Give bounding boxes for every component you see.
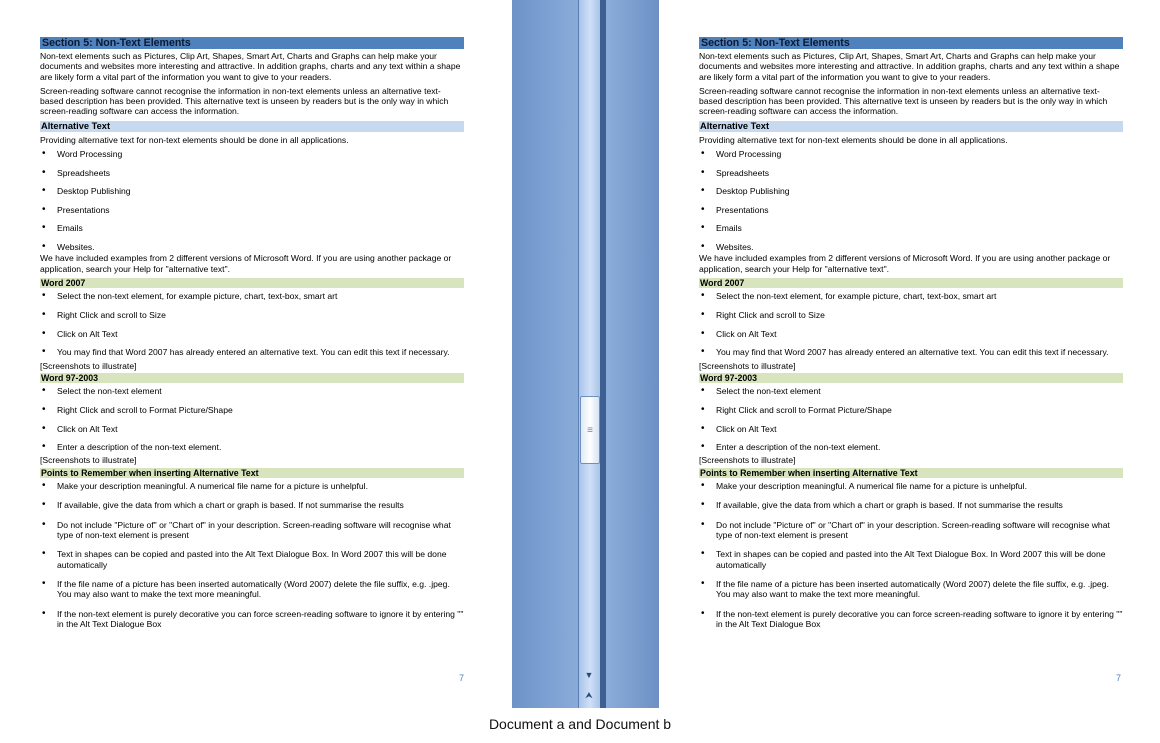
list-item: • Click on Alt Text — [699, 329, 1123, 339]
list-item: • Select the non-text element, for example picture, chart, text-box, smart art — [40, 291, 464, 301]
list-item: • Right Click and scroll to Size — [40, 310, 464, 320]
screenshots-note: [Screenshots to illustrate] — [699, 360, 796, 371]
list-item: • Text in shapes can be copied and pasted into the Alt Text Dialogue Box. In Word 2007 this will be done automatically — [699, 549, 1123, 570]
list-item: • If available, give the data from which a chart or graph is based. If not summarise the results — [40, 500, 464, 510]
applications-list — [40, 149, 464, 252]
applications-list — [699, 149, 1123, 252]
arrow-down-icon[interactable]: ▼ — [584, 670, 594, 680]
list-item: • Websites. — [40, 242, 464, 252]
list-item: • Make your description meaningful. A numerical file name for a picture is unhelpful. — [40, 481, 464, 491]
intro-paragraph-1: Non-text elements such as Pictures, Clip Art, Shapes, Smart Art, Charts and Graphs can help make your documents and websites more interesting and attractive. In addition graphs, charts and any text within a shape are likely form a vital part of the information you want to give to your readers. — [699, 51, 1120, 82]
list-item: • Select the non-text element — [40, 386, 464, 396]
list-item: • You may find that Word 2007 has already entered an alternative text. You can edit this text if necessary. — [699, 347, 1123, 357]
list-item: • Emails — [699, 223, 1123, 233]
list-item: • Click on Alt Text — [40, 329, 464, 339]
list-item: • Enter a description of the non-text element. — [40, 442, 464, 452]
word-2007-heading: Word 2007 — [40, 278, 464, 289]
alt-text-heading: Alternative Text — [699, 121, 1123, 132]
list-item: • Do not include "Picture of" or "Chart of" in your description. Screen-reading software will recognise what type of non-text element is present — [699, 520, 1123, 541]
list-item: • Presentations — [699, 205, 1123, 215]
points-heading: Points to Remember when inserting Alternative Text — [699, 468, 1123, 479]
examples-note: We have included examples from 2 different versions of Microsoft Word. If you are using another package or application, search your Help for "alternative text". — [699, 253, 1111, 274]
figure-caption: Document a and Document b — [488, 716, 672, 732]
list-item: • Enter a description of the non-text element. — [699, 442, 1123, 452]
document-b-page — [659, 0, 1160, 708]
screenshots-note: [Screenshots to illustrate] — [699, 455, 796, 466]
document-a-content — [40, 37, 464, 638]
word-2007-steps — [40, 291, 464, 357]
section-title: Section 5: Non-Text Elements — [40, 37, 464, 49]
intro-paragraph-2: Screen-reading software cannot recognise the information in non-text elements unless an alternative text-based description has been provided. This alternative text is unseen by readers but is the only way in which screen-reading software can access the information. — [40, 85, 449, 117]
list-item: • Make your description meaningful. A numerical file name for a picture is unhelpful. — [699, 481, 1123, 491]
screenshots-note: [Screenshots to illustrate] — [40, 360, 137, 371]
alt-intro: Providing alternative text for non-text elements should be done in all applications. — [40, 134, 349, 145]
list-item: • Desktop Publishing — [40, 186, 464, 196]
list-item: • Right Click and scroll to Size — [699, 310, 1123, 320]
list-item: • Word Processing — [40, 149, 464, 159]
alt-intro: Providing alternative text for non-text elements should be done in all applications. — [699, 134, 1008, 145]
points-heading: Points to Remember when inserting Alternative Text — [40, 468, 464, 479]
vertical-scrollbar[interactable] — [578, 0, 602, 708]
word-97-steps — [40, 386, 464, 452]
document-a-page — [0, 0, 512, 708]
section-title: Section 5: Non-Text Elements — [699, 37, 1123, 49]
list-item: • Word Processing — [699, 149, 1123, 159]
list-item: • Text in shapes can be copied and pasted into the Alt Text Dialogue Box. In Word 2007 this will be done automatically — [40, 549, 464, 570]
intro-paragraph-2: Screen-reading software cannot recognise the information in non-text elements unless an alternative text-based description has been provided. This alternative text is unseen by readers but is the only way in which screen-reading software can access the information. — [699, 85, 1108, 117]
double-up-arrow-icon[interactable]: ⮝ — [585, 689, 593, 700]
list-item: • Spreadsheets — [40, 168, 464, 178]
alt-text-heading: Alternative Text — [40, 121, 464, 132]
page-number: 7 — [1115, 673, 1121, 683]
list-item: • Presentations — [40, 205, 464, 215]
window-border — [600, 0, 606, 708]
word-97-steps — [699, 386, 1123, 452]
screenshots-note: [Screenshots to illustrate] — [40, 455, 137, 466]
word-97-heading: Word 97-2003 — [40, 373, 464, 384]
list-item: • Do not include "Picture of" or "Chart of" in your description. Screen-reading software will recognise what type of non-text element is present — [40, 520, 464, 541]
list-item: • If the non-text element is purely decorative you can force screen-reading software to ignore it by entering "" in the Alt Text Dialogue Box — [699, 609, 1123, 630]
list-item: • If the non-text element is purely decorative you can force screen-reading software to ignore it by entering "" in the Alt Text Dialogue Box — [40, 609, 464, 630]
list-item: • Right Click and scroll to Format Picture/Shape — [40, 405, 464, 415]
list-item: • Click on Alt Text — [699, 424, 1123, 434]
points-list — [699, 481, 1123, 629]
examples-note: We have included examples from 2 different versions of Microsoft Word. If you are using another package or application, search your Help for "alternative text". — [40, 253, 452, 274]
list-item: • Select the non-text element, for example picture, chart, text-box, smart art — [699, 291, 1123, 301]
word-2007-heading: Word 2007 — [699, 278, 1123, 289]
list-item: • Desktop Publishing — [699, 186, 1123, 196]
list-item: • If the file name of a picture has been inserted automatically (Word 2007) delete the file suffix, e.g. .jpeg. You may also want to make the text more meaningful. — [699, 579, 1123, 600]
list-item: • Click on Alt Text — [40, 424, 464, 434]
list-item: • Select the non-text element — [699, 386, 1123, 396]
list-item: • Right Click and scroll to Format Picture/Shape — [699, 405, 1123, 415]
list-item: • Websites. — [699, 242, 1123, 252]
list-item: • Spreadsheets — [699, 168, 1123, 178]
page-number: 7 — [458, 673, 464, 683]
grip-icon[interactable]: ≡ — [580, 396, 600, 464]
list-item: • Emails — [40, 223, 464, 233]
word-97-heading: Word 97-2003 — [699, 373, 1123, 384]
list-item: • If the file name of a picture has been inserted automatically (Word 2007) delete the file suffix, e.g. .jpeg. You may also want to make the text more meaningful. — [40, 579, 464, 600]
document-b-content — [699, 37, 1123, 638]
list-item: • If available, give the data from which a chart or graph is based. If not summarise the results — [699, 500, 1123, 510]
list-item: • You may find that Word 2007 has already entered an alternative text. You can edit this text if necessary. — [40, 347, 464, 357]
word-2007-steps — [699, 291, 1123, 357]
intro-paragraph-1: Non-text elements such as Pictures, Clip Art, Shapes, Smart Art, Charts and Graphs can help make your documents and websites more interesting and attractive. In addition graphs, charts and any text within a shape are likely form a vital part of the information you want to give to your readers. — [40, 51, 461, 82]
points-list — [40, 481, 464, 629]
